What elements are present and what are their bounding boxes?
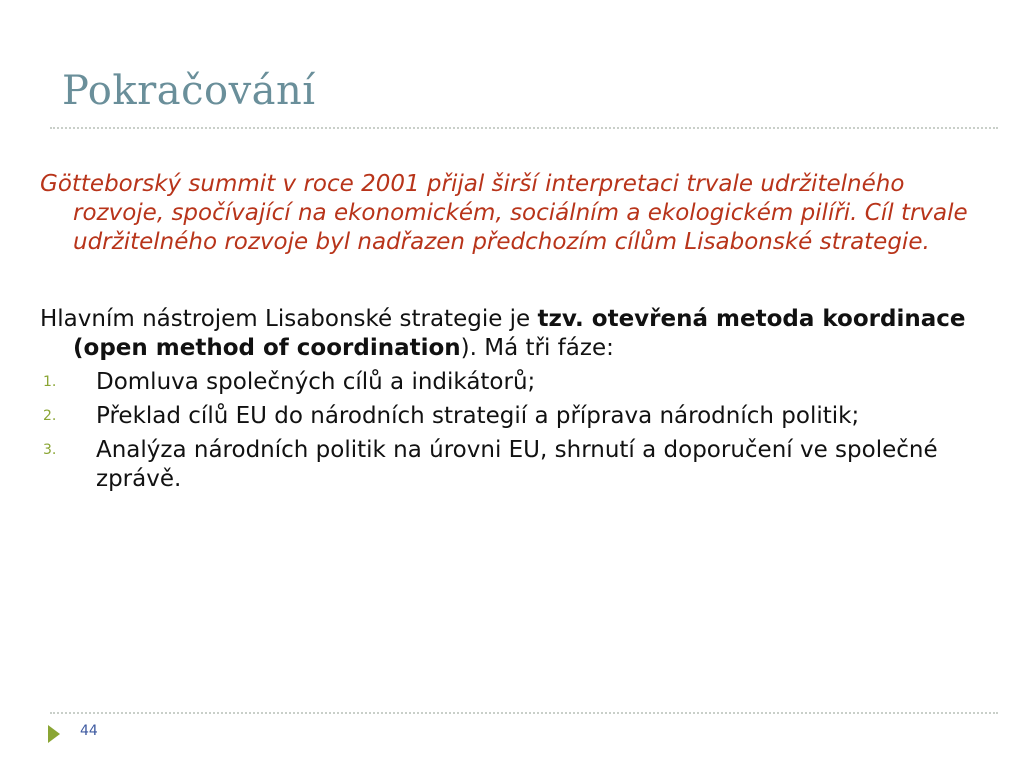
phase-list [40,368,992,494]
list-text: Domluva společných cílů a indikátorů; [96,369,536,395]
list-text: Analýza národních politik na úrovni EU, shrnutí a doporučení ve společné zprávě. [96,437,938,492]
method-paragraph-prefix: Hlavním nástrojem Lisabonské strategie je [40,306,538,332]
list-item [40,436,992,494]
method-paragraph-suffix: ). Má tři fáze: [460,335,614,361]
list-text: Překlad cílů EU do národních strategií a příprava národních politik; [96,403,860,429]
slide-title: Pokračování [62,68,316,114]
title-divider [50,127,998,129]
footer-divider [50,712,998,714]
method-paragraph [40,305,992,363]
list-item [40,368,992,397]
intro-paragraph: Götteborský summit v roce 2001 přijal širší interpretaci trvale udržitelného rozvoje, spočívající na ekonomickém, sociálním a ekologickém pilíři. Cíl trvale udržitelného rozvoje byl nadřazen předchozím cílům Lisabonské strategie. [40,171,968,255]
list-number: 1. [43,374,57,390]
page-number: 44 [80,723,98,739]
list-item [40,402,992,431]
method-paragraph-bold: tzv. otevřená metoda koordinace (open method of coordination [73,306,966,361]
list-number: 3. [43,442,57,458]
list-number: 2. [43,408,57,424]
slide-body [40,170,992,494]
triangle-bullet-icon [48,725,60,743]
